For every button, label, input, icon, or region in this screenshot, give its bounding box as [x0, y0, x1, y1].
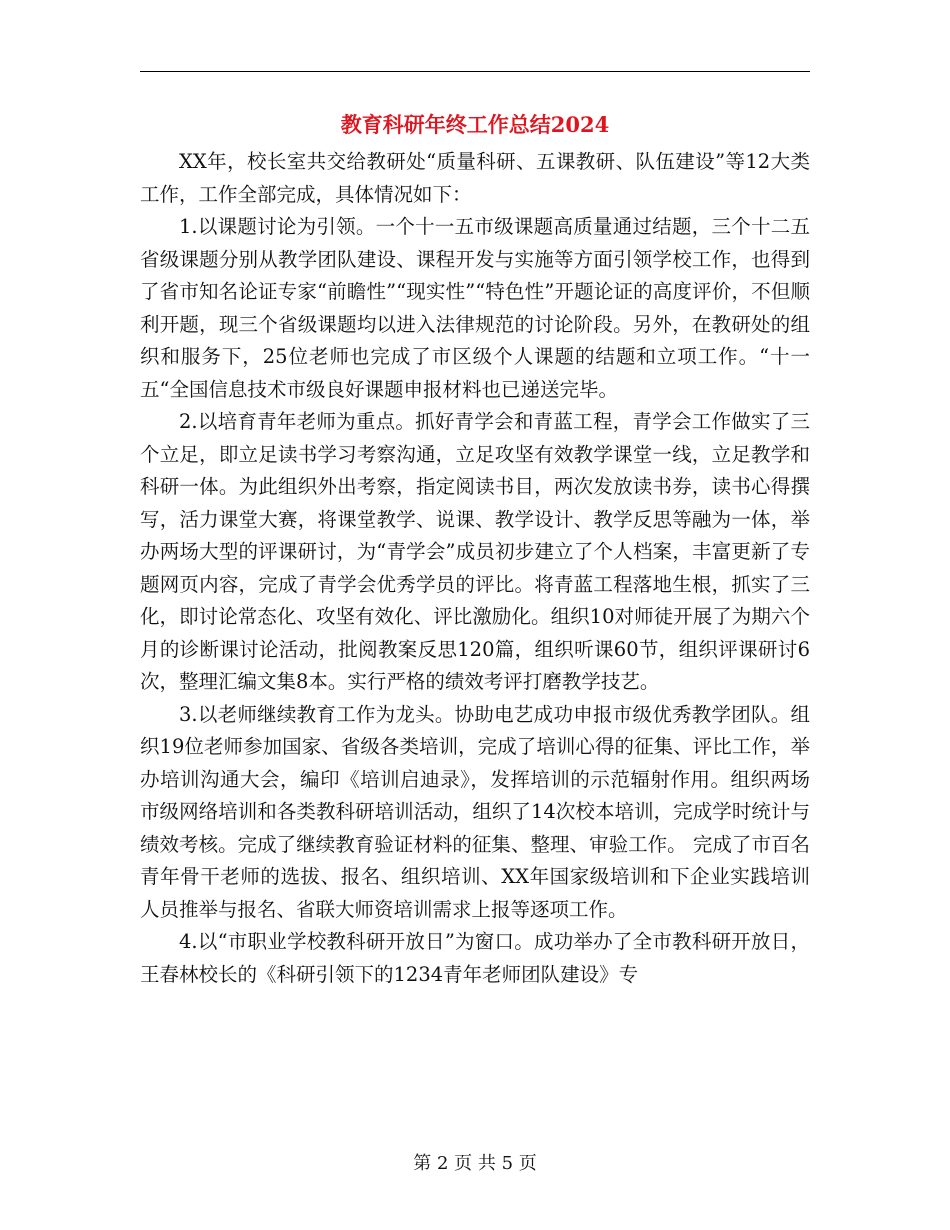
- intro-paragraph: XX年，校长室共交给教研处“质量科研、五课教研、队伍建设”等12大类工作，工作全部完成，具体情况如下：: [140, 150, 810, 206]
- header-rule: [140, 71, 810, 72]
- page-number-footer: 第 2 页 共 5 页: [413, 1153, 537, 1174]
- section-4-paragraph: 4.以“市职业学校教科研开放日”为窗口。成功举办了全市教科研开放日，王春林校长的《科研引领下的1234青年老师团队建设》专: [140, 930, 810, 986]
- document-title: 教育科研年终工作总结2024: [340, 112, 610, 137]
- section-1-paragraph: 1.以课题讨论为引领。一个十一五市级课题高质量通过结题，三个十二五省级课题分别从教学团队建设、课程开发与实施等方面引领学校工作，也得到了省市知名论证专家“前瞻性”“现实性”“特色性”开题论证的高度评价，不但顺利开题，现三个省级课题均以进入法律规范的讨论阶段。另外，在教研处的组织和服务下，25位老师也完成了市区级个人课题的结题和立项工作。“十一五“全国信息技术市级良好课题申报材料也已递送完毕。: [140, 215, 810, 401]
- section-2-paragraph: 2.以培育青年老师为重点。抓好青学会和青蓝工程，青学会工作做实了三个立足，即立足读书学习考察沟通，立足攻坚有效教学课堂一线，立足教学和科研一体。为此组织外出考察，指定阅读书目，两次发放读书券，读书心得撰写，活力课堂大赛，将课堂教学、说课、教学设计、教学反思等融为一体，举办两场大型的评课研讨，为“青学会”成员初步建立了个人档案，丰富更新了专题网页内容，完成了青学会优秀学员的评比。将青蓝工程落地生根，抓实了三化，即讨论常态化、攻坚有效化、评比激励化。组织10对师徒开展了为期六个月的诊断课讨论活动，批阅教案反思120篇，组织听课60节，组织评课研讨6次，整理汇编文集8本。实行严格的绩效考评打磨教学技艺。: [140, 410, 810, 693]
- section-3-paragraph: 3.以老师继续教育工作为龙头。协助电艺成功申报市级优秀教学团队。组织19位老师参加国家、省级各类培训，完成了培训心得的征集、评比工作，举办培训沟通大会，编印《培训启迪录》，发挥培训的示范辐射作用。组织两场市级网络培训和各类教科研培训活动，组织了14次校本培训，完成学时统计与绩效考核。完成了继续教育验证材料的征集、整理、审验工作。 完成了市百名青年骨干老师的选拔、报名、组织培训、XX年国家级培训和下企业实践培训人员推举与报名、省联大师资培训需求上报等逐项工作。: [140, 702, 810, 921]
- document-body: [140, 146, 810, 991]
